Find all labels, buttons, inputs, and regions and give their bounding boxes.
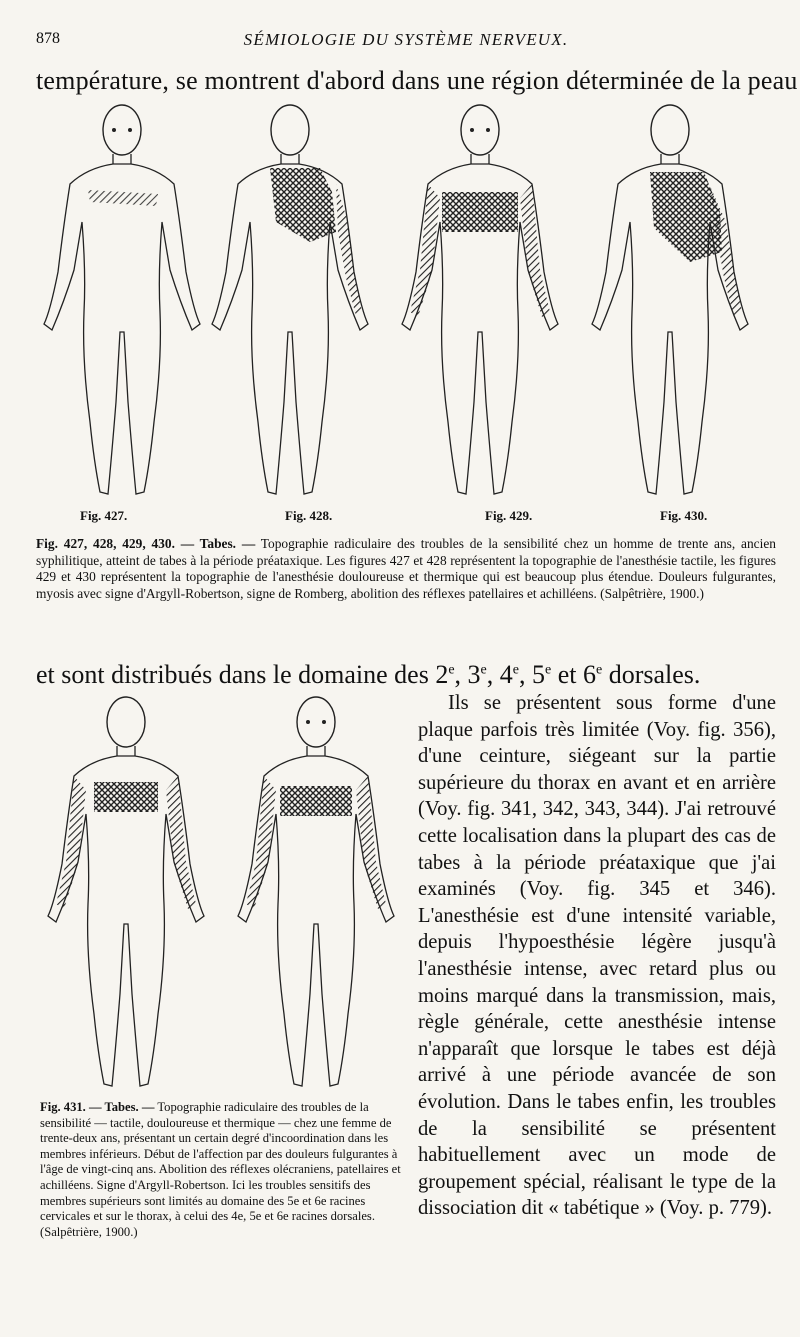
caption-top-text: Topographie radiculaire des troubles de la sensibilité chez un homme de trente ans, ancien syphilitique, atteint de tabes à la période préataxique. Les figures 427 et 428 représentent la topographie de l'anesthésie tactile, les figures 429 et 430 représentent la topographie de l'anesthésie douloureuse et thermique qui est beaucoup plus étendue. Douleurs fulgurantes, myosis avec signe d'Argyll-Robertson, signe de Romberg, abolition des réflexes patellaires et achilléens. (Salpêtrière, 1900.): [36, 536, 776, 601]
caption-figures-427-430: [36, 536, 776, 602]
caption-figure-431: [40, 1100, 412, 1240]
figure-431-illustration: [40, 690, 412, 1100]
figure-430-body: [592, 105, 748, 494]
fig-427-label: Fig. 427.: [80, 508, 128, 523]
caption-top-lead: Fig. 427, 428, 429, 430. — Tabes. —: [36, 536, 256, 551]
figures-427-430: [30, 96, 770, 536]
figure-431-back-body: [48, 697, 204, 1086]
page-number: 878: [36, 30, 60, 47]
figure-428-body: [212, 105, 368, 494]
fig-429-label: Fig. 429.: [485, 508, 533, 523]
figure-429-body: [402, 105, 558, 494]
fig-428-label: Fig. 428.: [285, 508, 333, 523]
caption-431-lead: Fig. 431. — Tabes. —: [40, 1100, 155, 1114]
right-column-text: [418, 690, 776, 1222]
continued-text-line: température, se montrent d'abord dans une région déterminée de la peau: [36, 66, 798, 95]
figure-431-front-body: [238, 697, 394, 1086]
page-header: [36, 30, 776, 56]
body-text-dorsales-line: et sont distribués dans le domaine des 2e, 3e, 4e, 5e et 6e dorsales.: [36, 660, 701, 689]
running-title: SÉMIOLOGIE DU SYSTÈME NERVEUX.: [243, 30, 569, 49]
anatomical-figures-illustration: [30, 96, 770, 536]
figure-431: [40, 690, 412, 1100]
right-column-paragraph: Ils se présentent sous forme d'une plaque parfois très limitée (Voy. fig. 356), d'une ceinture, siégeant sur la partie supérieure du thorax en avant et en arrière (Voy. fig. 341, 342, 343, 344). J'ai retrouvé cette localisation dans la plupart des cas de tabes à la période préataxique que j'ai examinés (Voy. fig. 345 et 346). L'anesthésie est d'une intensité variable, depuis l'hypoesthésie légère jusqu'à l'anesthésie intense, avec retard plus ou moins marqué dans la transmission, mais, règle générale, cette anesthésie intense n'apparaît que lorsque le tabes est déjà arrivé à une période avancée de son évolution. Dans le tabes enfin, les troubles de la sensibilité se présentent habituellement avec un mode de groupement spécial, réalisant le type de la dissociation dit « tabétique » (Voy. p. 779).: [418, 692, 776, 1220]
figure-427-body: [44, 105, 200, 494]
caption-431-text: Topographie radiculaire des troubles de la sensibilité — tactile, douloureuse et thermique — chez une femme de trente-deux ans, présentant un certain degré d'incoordination dans les membres inférieurs. Début de l'affection par des douleurs fulgurantes à l'âge de vingt-cinq ans. Abolition des réflexes olécraniens, patellaires et achilléens. Signe d'Argyll-Robertson. Ici les troubles sensitifs des membres supérieurs sont limités au domaine des 5e et 6e racines cervicales et sur le thorax, à celui des 4e, 5e et 6e racines dorsales. (Salpêtrière, 1900.): [40, 1100, 401, 1239]
fig-430-label: Fig. 430.: [660, 508, 708, 523]
